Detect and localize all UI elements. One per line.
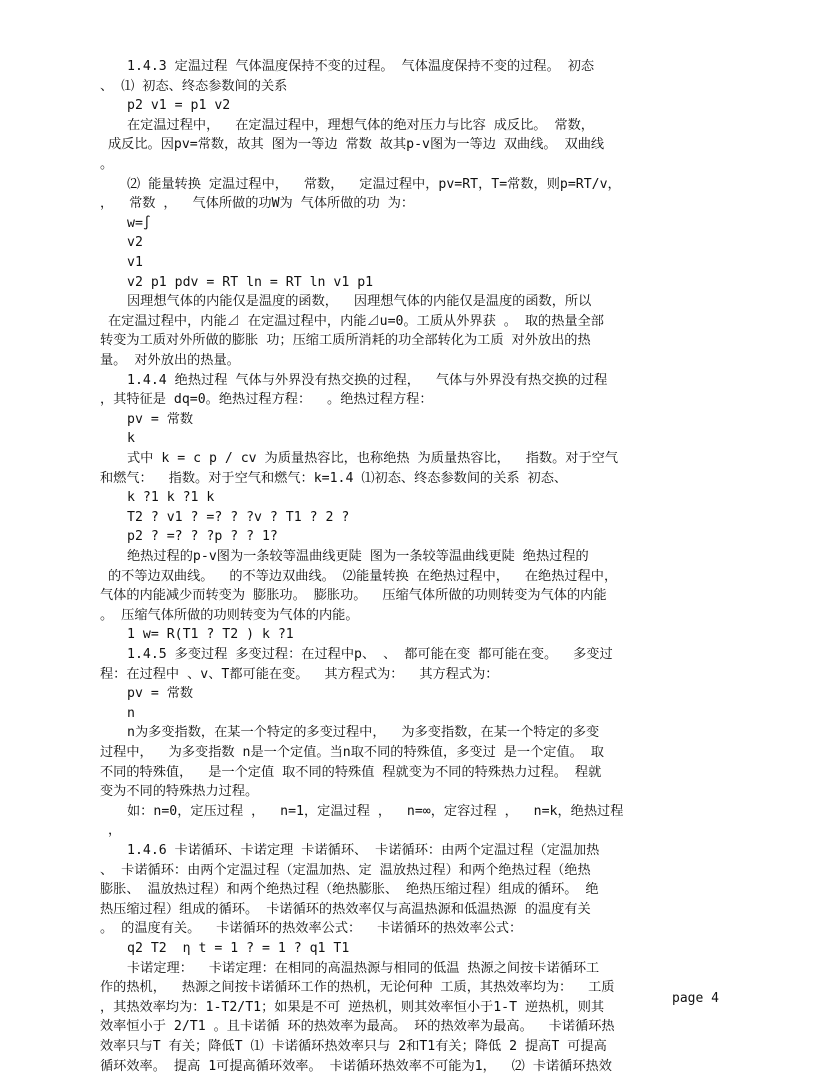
text-line: 不同的特殊值， 是一个定值 取不同的特殊值 程就变为不同的特殊热力过程。 程就 bbox=[100, 764, 602, 780]
text-line: 作的热机， 热源之间按卡诺循环工作的热机，无论何种 工质，其热效率均为： 工质 bbox=[100, 980, 615, 996]
text-line: pv = 常数 bbox=[127, 411, 194, 427]
text-line: 。 bbox=[100, 157, 114, 172]
text-line: v1 bbox=[127, 255, 143, 270]
text-line: 转变为工质对外所做的膨胀 功；压缩工质所消耗的功全部转化为工质 对外放出的热 bbox=[100, 333, 591, 349]
text-line: 在定温过程中， 在定温过程中，理想气体的绝对压力与比容 成反比。 常数， bbox=[127, 117, 594, 133]
text-line: 变为不同的特殊热力过程。 bbox=[100, 784, 259, 800]
text-line: q2 T2 η t = 1 ? = 1 ? q1 T1 bbox=[127, 941, 350, 956]
text-line: 因理想气体的内能仅是温度的函数， 因理想气体的内能仅是温度的函数，所以 bbox=[127, 294, 592, 310]
text-line: 1.4.5 多变过程 多变过程：在过程中p、 、 都可能在变 都可能在变。 多变过 bbox=[127, 647, 613, 662]
text-line: 1 w= R(T1 ? T2 ) k ?1 bbox=[127, 627, 294, 643]
text-line: pv = 常数 bbox=[127, 686, 194, 702]
text-line: ，其特征是 dq=0。绝热过程方程： 。绝热过程方程： bbox=[100, 392, 433, 408]
text-line: 。 压缩气体所做的功则转变为气体的内能。 bbox=[100, 607, 359, 623]
text-line: 循环效率。 提高 1可提高循环效率。 卡诺循环热效率不可能为1， ⑵ 卡诺循环热效 bbox=[100, 1058, 612, 1074]
text-line: ，其热效率均为：1-T2/T1；如果是不可 逆热机，则其效率恒小于1-T 逆热机，则其 bbox=[100, 999, 605, 1015]
text-line: 1.4.4 绝热过程 气体与外界没有热交换的过程， 气体与外界没有热交换的过程 bbox=[127, 372, 608, 388]
text-line: 、 ⑴ 初态、终态参数间的关系 bbox=[100, 78, 288, 94]
text-line: 效率恒小于 2/T1 。且卡诺循 环的热效率为最高。 环的热效率为最高。 卡诺循环热 bbox=[100, 1019, 615, 1035]
text-line: n bbox=[127, 705, 135, 721]
text-line: k bbox=[127, 431, 135, 447]
text-line: v2 bbox=[127, 235, 143, 251]
text-line: 程：在过程中 、v、T都可能在变。 其方程式为： 其方程式为： bbox=[100, 666, 499, 682]
text-line: p2 ? =? ? ?p ? ? 1? bbox=[127, 529, 278, 545]
text-line: ， 常数 ， 气体所做的功W为 气体所做的功 为： bbox=[100, 196, 415, 212]
text-line: 卡诺定理： 卡诺定理：在相同的高温热源与相同的低温 热源之间按卡诺循环工 bbox=[127, 960, 600, 976]
text-line: 成反比。因pv=常数，故其 图为一等边 常数 故其p-v图为一等边 双曲线。 双曲线 bbox=[100, 137, 605, 153]
text-line: 热压缩过程）组成的循环。 卡诺循环的热效率仅与高温热源和低温热源 的温度有关 bbox=[100, 901, 591, 917]
text-line: 。 的温度有关。 卡诺循环的热效率公式： 卡诺循环的热效率公式： bbox=[100, 921, 523, 937]
text-line: k ?1 k ?1 k bbox=[127, 490, 215, 506]
text-line: 气体的内能减少而转变为 膨胀功。 膨胀功。 压缩气体所做的功则转变为气体的内能 bbox=[100, 588, 607, 604]
text-line: v2 p1 pdv = RT ln = RT ln v1 p1 bbox=[127, 274, 374, 290]
text-line: w=∫ bbox=[127, 215, 151, 231]
text-line: 1.4.6 卡诺循环、卡诺定理 卡诺循环、 卡诺循环：由两个定温过程（定温加热 bbox=[127, 843, 600, 858]
text-line: 绝热过程的p-v图为一条较等温曲线更陡 图为一条较等温曲线更陡 绝热过程的 bbox=[127, 549, 589, 564]
text-line: 式中 k = c p / cv 为质量热容比，也称绝热 为质量热容比， 指数。对于空气 bbox=[127, 451, 619, 466]
text-line: n为多变指数，在某一个特定的多变过程中， 为多变指数，在某一个特定的多变 bbox=[127, 725, 600, 741]
text-line: 膨胀、 温放热过程）和两个绝热过程（绝热膨胀、 绝热压缩过程）组成的循环。 绝 bbox=[100, 882, 599, 898]
text-line: 的不等边双曲线。 的不等边双曲线。 ⑵能量转换 在绝热过程中， 在绝热过程中， bbox=[100, 568, 618, 584]
text-line: 如：n=0，定压过程 ， n=1，定温过程 ， n=∞，定容过程 ， n=k，绝热过程 bbox=[127, 803, 624, 819]
text-line: 和燃气： 指数。对于空气和燃气：k=1.4 ⑴初态、终态参数间的关系 初态、 bbox=[100, 470, 568, 486]
text-line: p2 v1 = p1 v2 bbox=[127, 98, 231, 114]
text-line: T2 ? v1 ? =? ? ?v ? T1 ? 2 ? bbox=[127, 509, 350, 525]
text-line: 在定温过程中，内能⊿ 在定温过程中，内能⊿u=0。工质从外界获 。 取的热量全部 bbox=[100, 313, 604, 329]
text-line: ， bbox=[100, 823, 122, 839]
text-line: ⑵ 能量转换 定温过程中， 常数， 定温过程中，pv=RT，T=常数，则p=RT/v， bbox=[127, 176, 621, 192]
text-line: 量。 对外放出的热量。 bbox=[100, 353, 240, 368]
text-line: 、 卡诺循环：由两个定温过程（定温加热、定 温放热过程）和两个绝热过程（绝热 bbox=[100, 862, 591, 878]
text-line: 过程中， 为多变指数 n是一个定值。当n取不同的特殊值，多变过 是一个定值。 取 bbox=[100, 745, 604, 760]
text-line: 1.4.3 定温过程 气体温度保持不变的过程。 气体温度保持不变的过程。 初态 bbox=[127, 59, 595, 74]
page-number: page 4 bbox=[672, 991, 719, 1006]
text-line: 效率只与T 有关；降低T ⑴ 卡诺循环热效率只与 2和T1有关；降低 2 提高T 可提高 bbox=[100, 1039, 607, 1054]
